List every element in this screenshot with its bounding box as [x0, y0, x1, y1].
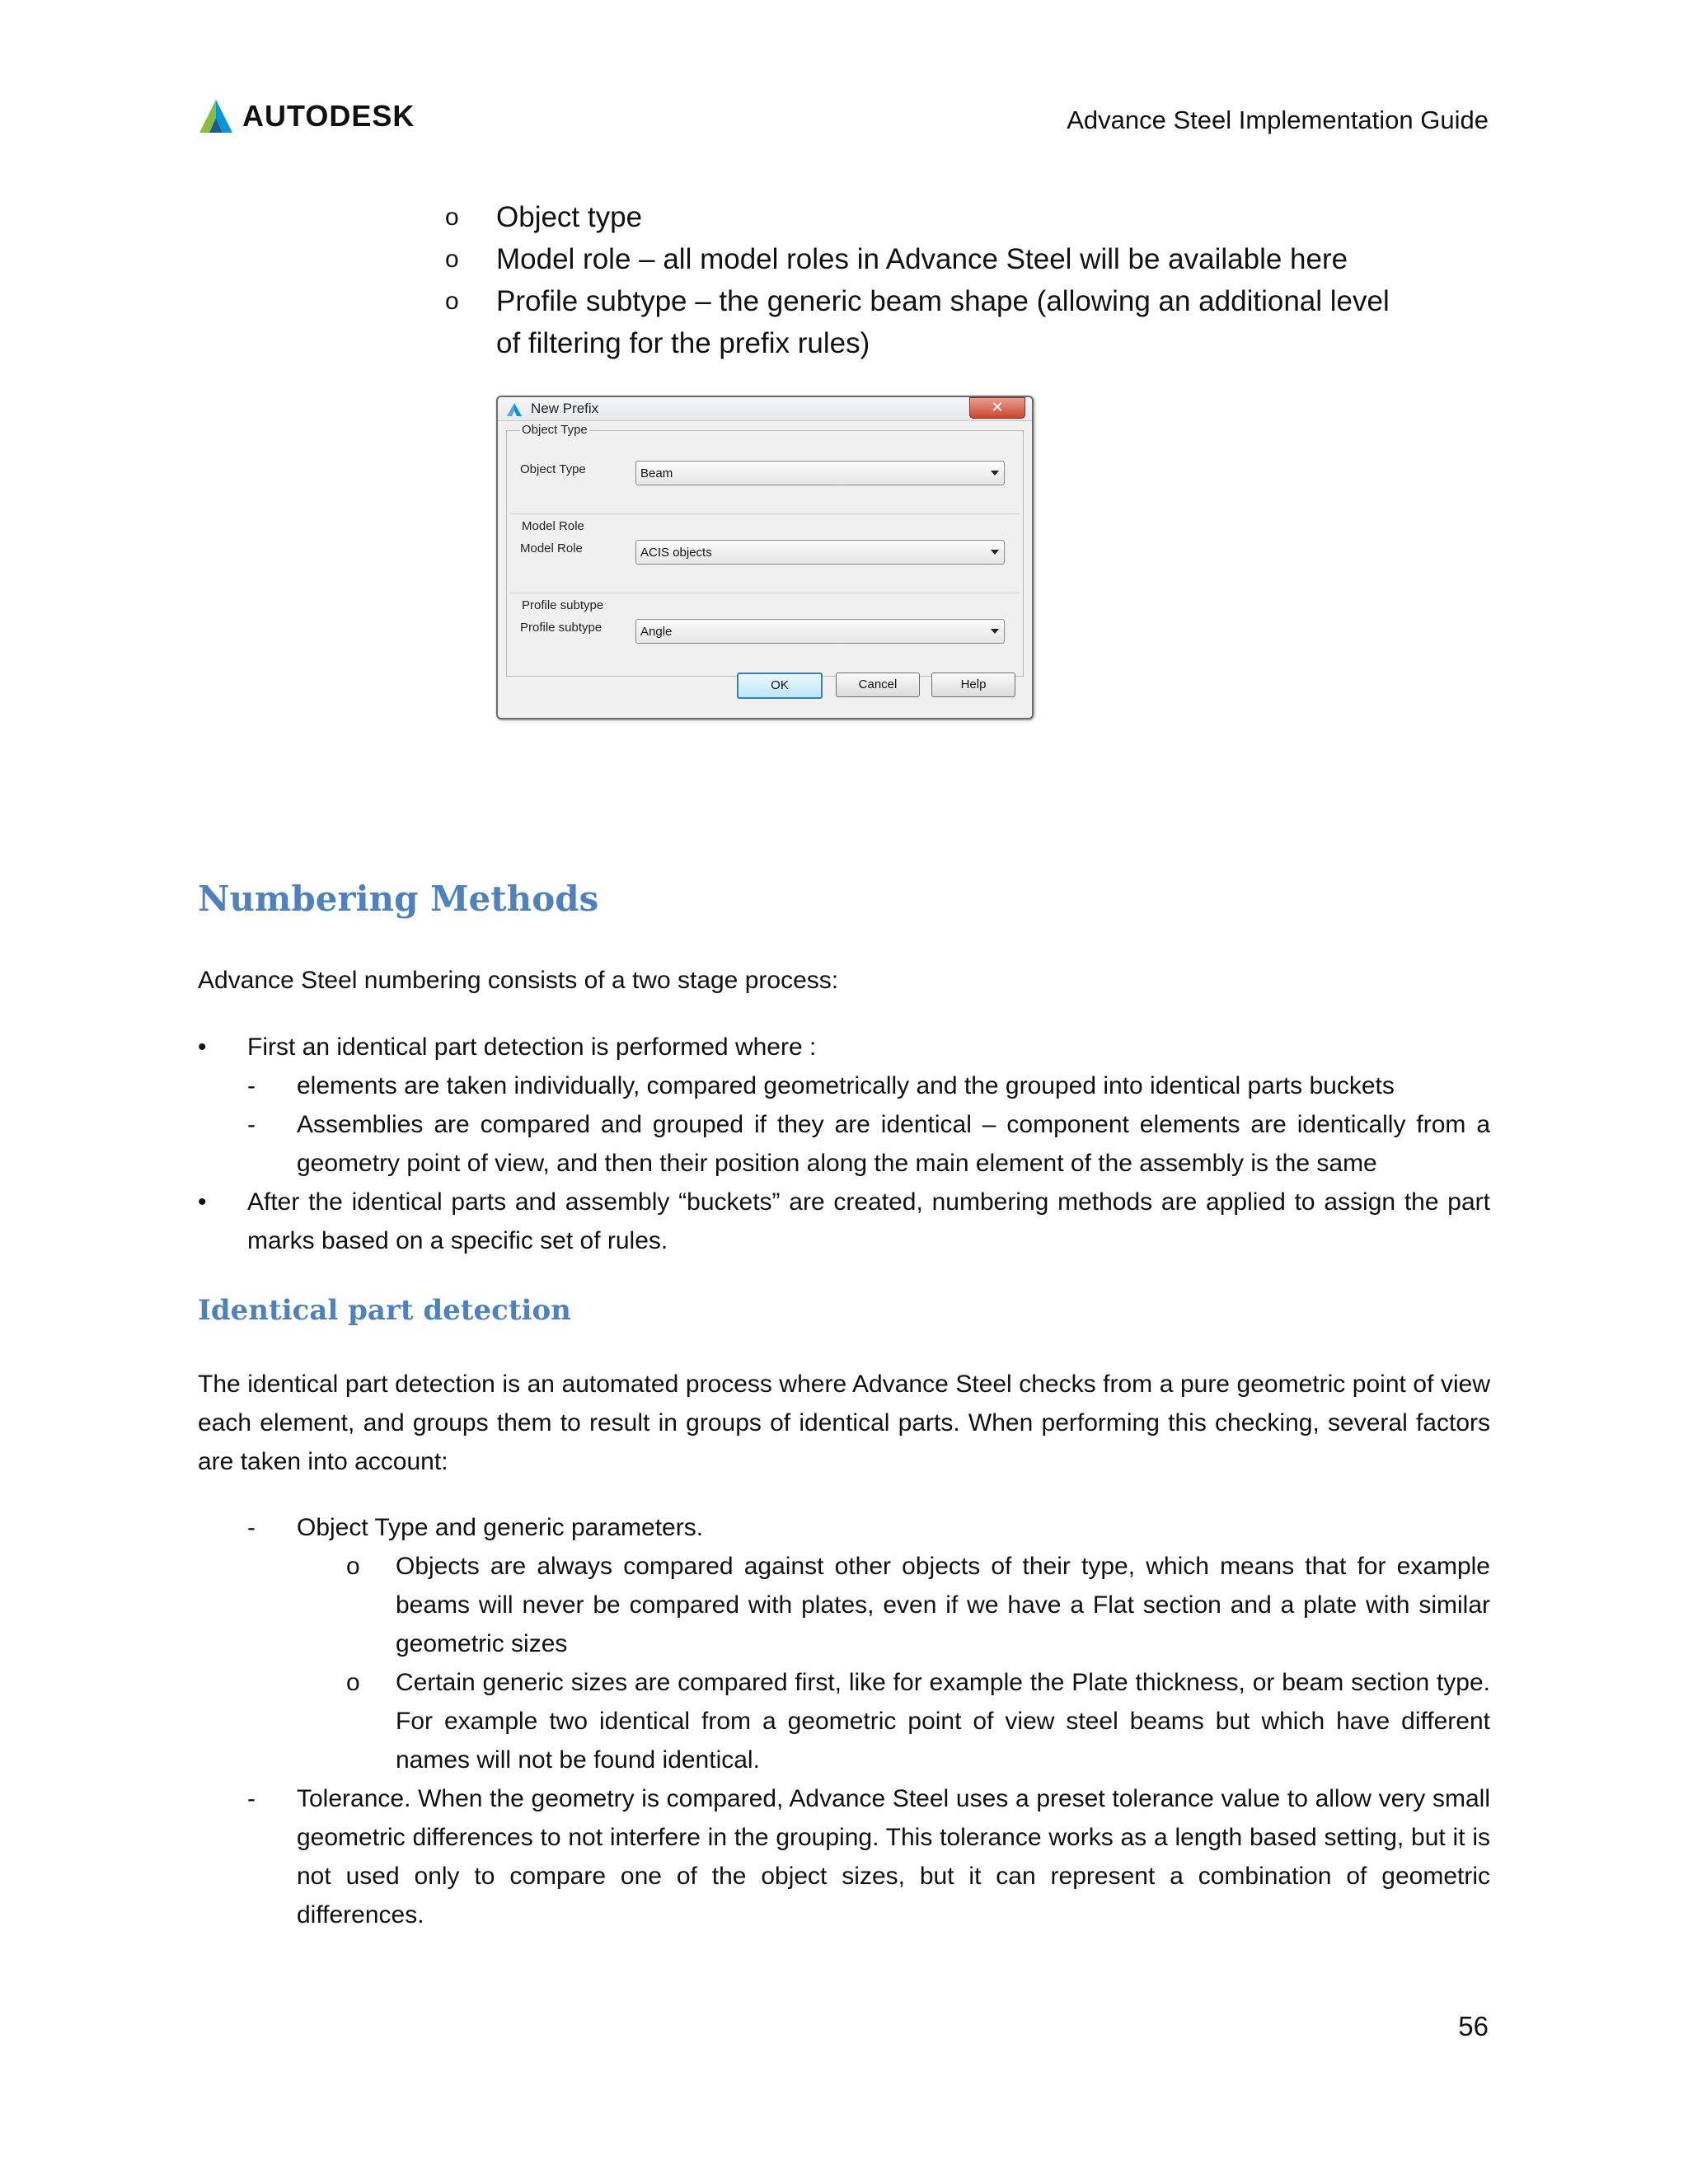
group-divider [510, 513, 1020, 514]
list-item-text: After the identical parts and assembly “buckets” are created, numbering methods are applied to assign the part marks based on a specific set of rules. [247, 1188, 1490, 1254]
autodesk-app-icon [506, 402, 523, 417]
close-button[interactable] [969, 397, 1025, 419]
bullet-marker: • [198, 1188, 207, 1216]
field-label-profile-subtype: Profile subtype [520, 621, 603, 635]
object-type-value: Beam [640, 466, 673, 480]
list-item [297, 1547, 1490, 1663]
list-item [445, 196, 1409, 238]
list-item [445, 280, 1409, 364]
section-intro: Advance Steel numbering consists of a two stage process: [198, 967, 839, 994]
list-item [445, 238, 1409, 280]
bullet-marker: - [247, 1111, 256, 1138]
brand-name: AUTODESK [242, 99, 415, 133]
bullet-marker: - [247, 1514, 256, 1541]
list-item-text: Model role – all model roles in Advance Steel will be available here [496, 243, 1348, 275]
dropdown-arrow-icon [991, 550, 999, 555]
field-label-object-type: Object Type [520, 462, 586, 476]
section-heading: Numbering Methods [198, 879, 599, 919]
detection-factors-list [247, 1508, 1490, 1934]
group-label-model-role: Model Role [522, 519, 584, 533]
bullet-marker: o [346, 1553, 360, 1580]
list-item-text: elements are taken individually, compared geometrically and the grouped into identical parts buckets [297, 1072, 1395, 1099]
dialog-body [506, 423, 1024, 677]
list-item-text: Objects are always compared against other objects of their type, which means that for example beams will never be compared with plates, even if we have a Flat section and a plate with similar geometric sizes [396, 1553, 1490, 1657]
subsection-paragraph: The identical part detection is an automated process where Advance Steel checks from a pure geometric point of view each element, and groups them to result in groups of identical parts. When performing this checking, several factors are taken into account: [198, 1371, 1490, 1475]
object-options-list [445, 196, 1409, 364]
bullet-marker: o [445, 204, 459, 231]
list-item-text: Assemblies are compared and grouped if they are identical – component elements are identically from a geometry point of view, and then their position along the main element of the assembly is the same [297, 1111, 1490, 1177]
list-item-text: Object type [496, 201, 643, 233]
ok-button[interactable]: OK [737, 673, 823, 699]
list-item [247, 1508, 1490, 1547]
bullet-marker: o [445, 288, 459, 315]
autodesk-logo [198, 97, 415, 135]
numbering-steps-list [198, 1028, 1490, 1260]
list-item-text: Object Type and generic parameters. [297, 1514, 704, 1541]
subsection-heading: Identical part detection [198, 1294, 571, 1327]
list-item [297, 1663, 1490, 1779]
list-item [198, 1183, 1490, 1260]
object-type-select[interactable] [635, 461, 1005, 485]
bullet-marker: - [247, 1072, 256, 1099]
dropdown-arrow-icon [991, 471, 999, 476]
profile-subtype-value: Angle [640, 625, 673, 639]
list-item [247, 1066, 1490, 1105]
group-label-object-type: Object Type [522, 423, 588, 437]
dropdown-arrow-icon [991, 629, 999, 634]
autodesk-logo-icon [198, 98, 234, 134]
list-item [247, 1105, 1490, 1183]
dialog-title: New Prefix [531, 401, 599, 416]
field-label-model-role: Model Role [520, 541, 583, 555]
cancel-button[interactable]: Cancel [836, 673, 920, 697]
group-label-profile-subtype: Profile subtype [522, 598, 604, 612]
dialog-titlebar [498, 397, 1032, 421]
list-item-text: First an identical part detection is performed where : [247, 1033, 817, 1061]
list-item-text: Tolerance. When the geometry is compared, Advance Steel uses a preset tolerance value to allow very small geometric differences to not interfere in the grouping. This tolerance works as a length based setting, but it is not used only to compare one of the object sizes, but it can represent a combination of geometric differences. [297, 1785, 1490, 1929]
help-button[interactable]: Help [931, 673, 1015, 697]
list-item [247, 1779, 1490, 1934]
bullet-marker: o [346, 1669, 360, 1696]
list-item-text: Profile subtype – the generic beam shape (allowing an additional level of filtering for the prefix rules) [496, 285, 1390, 359]
profile-subtype-select[interactable] [635, 619, 1005, 644]
new-prefix-dialog [496, 396, 1034, 719]
bullet-marker: • [198, 1033, 207, 1061]
list-item [198, 1028, 1490, 1066]
list-item-text: Certain generic sizes are compared first, like for example the Plate thickness, or beam section type. For example two identical from a geometric point of view steel beams but which have different names will not be found identical. [396, 1669, 1490, 1774]
close-icon: ✕ [991, 399, 1004, 415]
model-role-select[interactable] [635, 540, 1005, 565]
document-title: Advance Steel Implementation Guide [1067, 105, 1489, 134]
page-number: 56 [1458, 2011, 1489, 2041]
model-role-value: ACIS objects [640, 546, 712, 560]
bullet-marker: - [247, 1785, 256, 1812]
bullet-marker: o [445, 246, 459, 273]
